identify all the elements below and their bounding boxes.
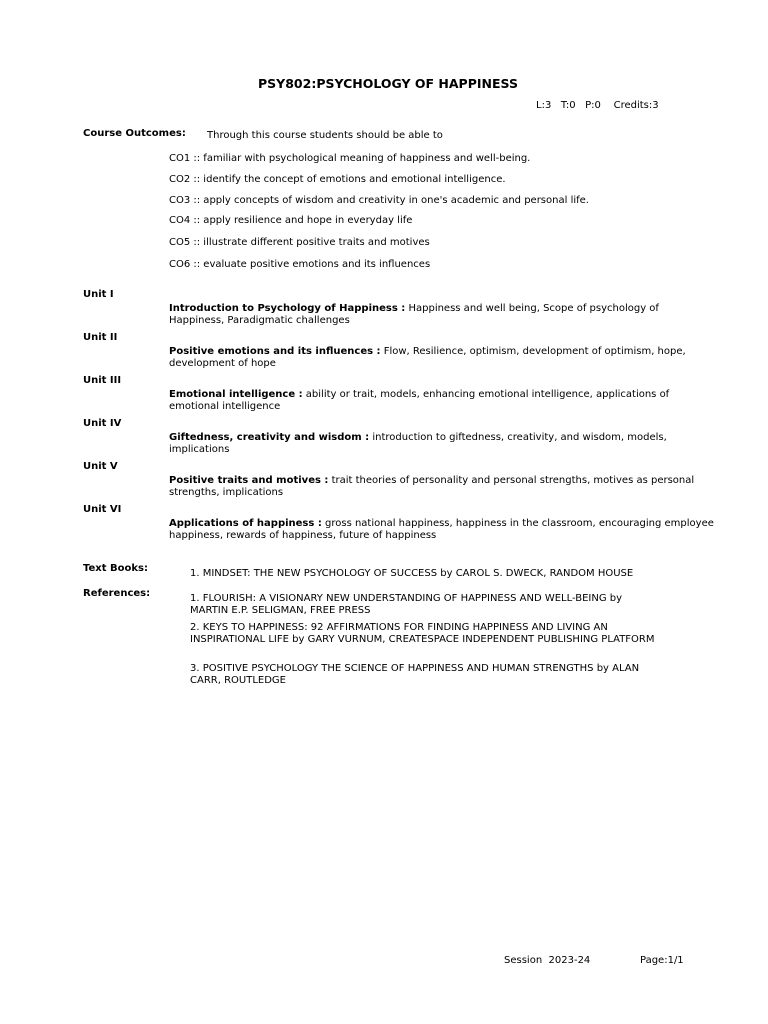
unit-text: Flow, Resilience, optimism, development of optimism, hope, development of hope: [169, 346, 686, 369]
unit-text: introduction to giftedness, creativity, and wisdom, models, implications: [169, 432, 667, 455]
references-label: References:: [83, 588, 151, 599]
unit-content: [169, 389, 714, 413]
course-outcomes-intro: Through this course students should be able to: [207, 130, 443, 141]
course-outcome-item: CO3 :: apply concepts of wisdom and creativity in one's academic and personal life.: [169, 195, 589, 206]
page-title: PSY802:PSYCHOLOGY OF HAPPINESS: [258, 76, 518, 91]
course-outcome-item: CO1 :: familiar with psychological meaning of happiness and well-being.: [169, 153, 531, 164]
reference-item: 2. KEYS TO HAPPINESS: 92 AFFIRMATIONS FOR FINDING HAPPINESS AND LIVING AN INSPIRATIONAL LIFE by GARY VURNUM, CREATESPACE INDEPENDENT PUBLISHING PLATFORM: [190, 622, 655, 645]
unit-heading: Introduction to Psychology of Happiness :: [169, 303, 406, 314]
reference-item: 1. FLOURISH: A VISIONARY NEW UNDERSTANDING OF HAPPINESS AND WELL-BEING by MARTIN E.P. SELIGMAN, FREE PRESS: [190, 593, 623, 616]
unit-heading: Applications of happiness :: [169, 518, 322, 529]
unit-heading: Positive emotions and its influences :: [169, 346, 381, 357]
unit-label: Unit VI: [83, 504, 122, 515]
course-outcome-item: CO5 :: illustrate different positive traits and motives: [169, 237, 430, 248]
unit-label: Unit II: [83, 332, 118, 343]
unit-content: [169, 475, 714, 499]
unit-heading: Giftedness, creativity and wisdom :: [169, 432, 370, 443]
course-outcome-item: CO2 :: identify the concept of emotions and emotional intelligence.: [169, 174, 506, 185]
unit-label: Unit IV: [83, 418, 122, 429]
unit-content: [169, 303, 714, 327]
unit-text: trait theories of personality and personal strengths, motives as personal strengths, implications: [169, 475, 695, 498]
course-outcome-item: CO4 :: apply resilience and hope in everyday life: [169, 215, 413, 226]
course-outcomes-label: Course Outcomes:: [83, 128, 186, 139]
unit-text: ability or trait, models, enhancing emotional intelligence, applications of emotional intelligence: [169, 389, 670, 412]
text-books-label: Text Books:: [83, 563, 148, 574]
unit-text: gross national happiness, happiness in the classroom, encouraging employee happiness, rewards of happiness, future of happiness: [169, 518, 714, 541]
unit-label: Unit V: [83, 461, 118, 472]
course-outcome-item: CO6 :: evaluate positive emotions and its influences: [169, 259, 431, 270]
text-book-item: 1. MINDSET: THE NEW PSYCHOLOGY OF SUCCESS by CAROL S. DWECK, RANDOM HOUSE: [190, 568, 634, 579]
unit-content: [169, 432, 714, 456]
reference-item: 3. POSITIVE PSYCHOLOGY THE SCIENCE OF HAPPINESS AND HUMAN STRENGTHS by ALAN CARR, ROUTLEDGE: [190, 663, 640, 686]
credits-line: L:3 T:0 P:0 Credits:3: [536, 100, 659, 111]
unit-content: [169, 518, 714, 542]
footer-page-number: Page:1/1: [640, 955, 684, 966]
unit-heading: Positive traits and motives :: [169, 475, 329, 486]
unit-text: Happiness and well being, Scope of psychology of Happiness, Paradigmatic challenges: [169, 303, 659, 326]
unit-content: [169, 346, 714, 370]
footer-session: Session 2023-24: [504, 955, 591, 966]
unit-label: Unit III: [83, 375, 122, 386]
unit-heading: Emotional intelligence :: [169, 389, 303, 400]
unit-label: Unit I: [83, 289, 114, 300]
